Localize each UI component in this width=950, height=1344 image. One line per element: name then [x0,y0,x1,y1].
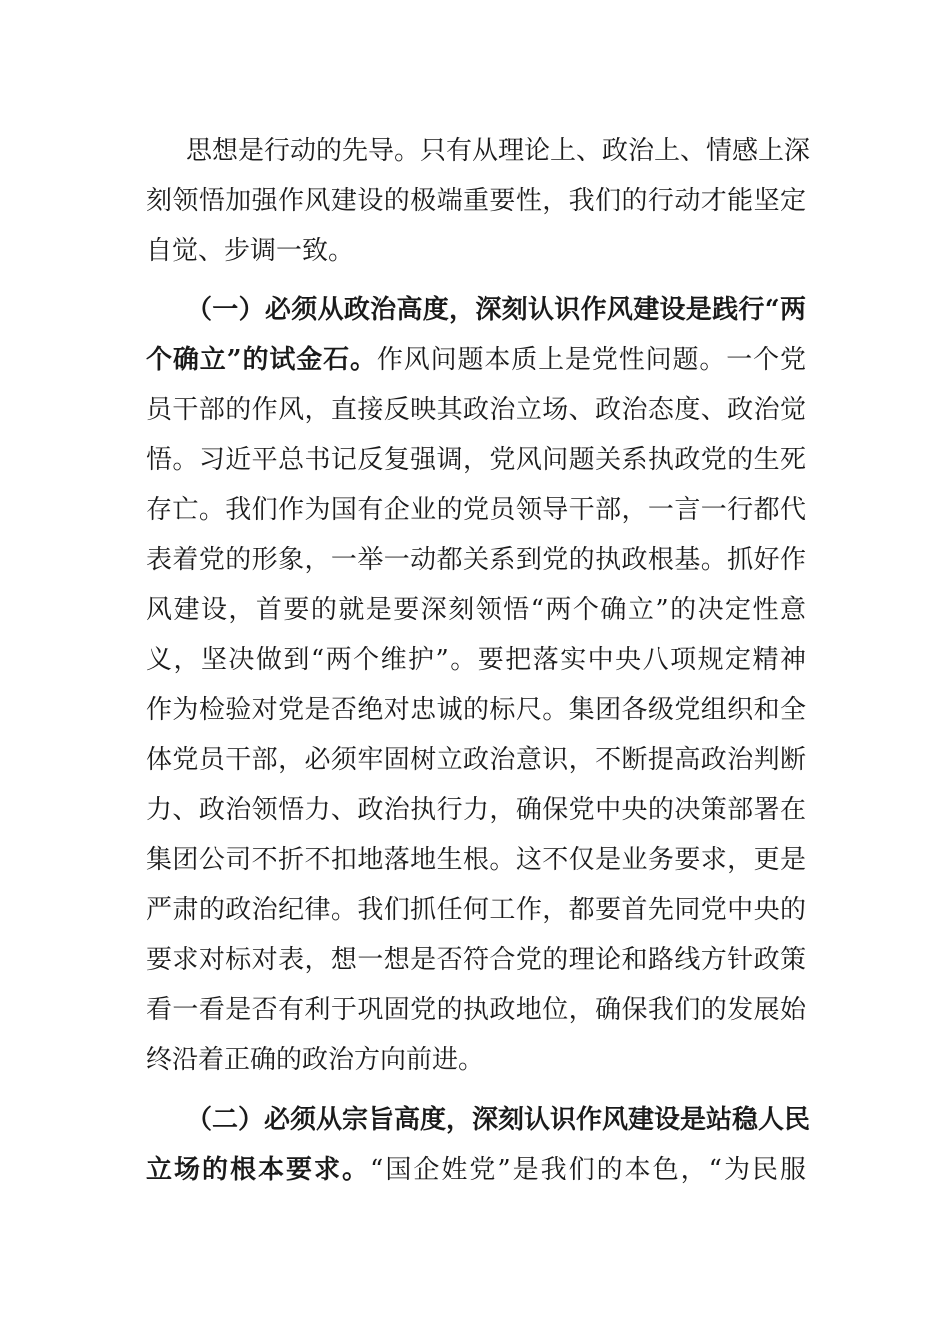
intro-line-1: 思想是行动的先导。只有从理论上、政治上、情感上深 [186,136,811,166]
section1-line: 严肃的政治纪律。我们抓任何工作，都要首先同党中央的 [146,895,806,925]
section2-heading-line-1 [186,1100,811,1140]
section2-heading-line-2 [146,1150,806,1190]
section1-line: 看一看是否有利于巩固党的执政地位，确保我们的发展始 [146,995,806,1025]
section1-line: 体党员干部，必须牢固树立政治意识，不断提高政治判断 [146,745,806,775]
section1-body-start: 作风问题本质上是党性问题。一个党 [376,345,806,375]
section1-line: 悟。习近平总书记反复强调，党风问题关系执政党的生死 [146,445,806,475]
section1-heading-line-1 [186,290,806,330]
intro-line-2: 刻领悟加强作风建设的极端重要性，我们的行动才能坚定 [146,186,806,216]
section1-line: 风建设，首要的就是要深刻领悟“两个确立”的决定性意 [146,595,806,625]
section1-heading-bold-2: 个确立”的试金石。 [146,345,377,375]
section1-line: 力、政治领悟力、政治执行力，确保党中央的决策部署在 [146,795,806,825]
section1-line: 存亡。我们作为国有企业的党员领导干部，一言一行都代 [146,495,806,525]
section1-heading-bold-1: （一）必须从政治高度，深刻认识作风建设是践行“两 [186,295,806,325]
section1-line: 集团公司不折不扣地落地生根。这不仅是业务要求，更是 [146,845,806,875]
section2-heading-bold-1: （二）必须从宗旨高度，深刻认识作风建设是站稳人民 [186,1105,811,1135]
section1-line: 作为检验对党是否绝对忠诚的标尺。集团各级党组织和全 [146,695,806,725]
section1-line: 要求对标对表，想一想是否符合党的理论和路线方针政策 [146,945,806,975]
section2-heading-bold-2: 立场的根本要求。 [146,1155,371,1185]
section1-line: 员干部的作风，直接反映其政治立场、政治态度、政治觉 [146,395,806,425]
intro-line-3: 自觉、步调一致。 [146,236,355,266]
section1-line: 义，坚决做到“两个维护”。要把落实中央八项规定精神 [146,645,806,675]
section1-line: 表着党的形象，一举一动都关系到党的执政根基。抓好作 [146,545,806,575]
section2-body-start: “国企姓党”是我们的本色，“为民服 [370,1155,806,1185]
section1-heading-line-2 [146,340,806,380]
section1-line-last: 终沿着正确的政治方向前进。 [146,1045,485,1075]
